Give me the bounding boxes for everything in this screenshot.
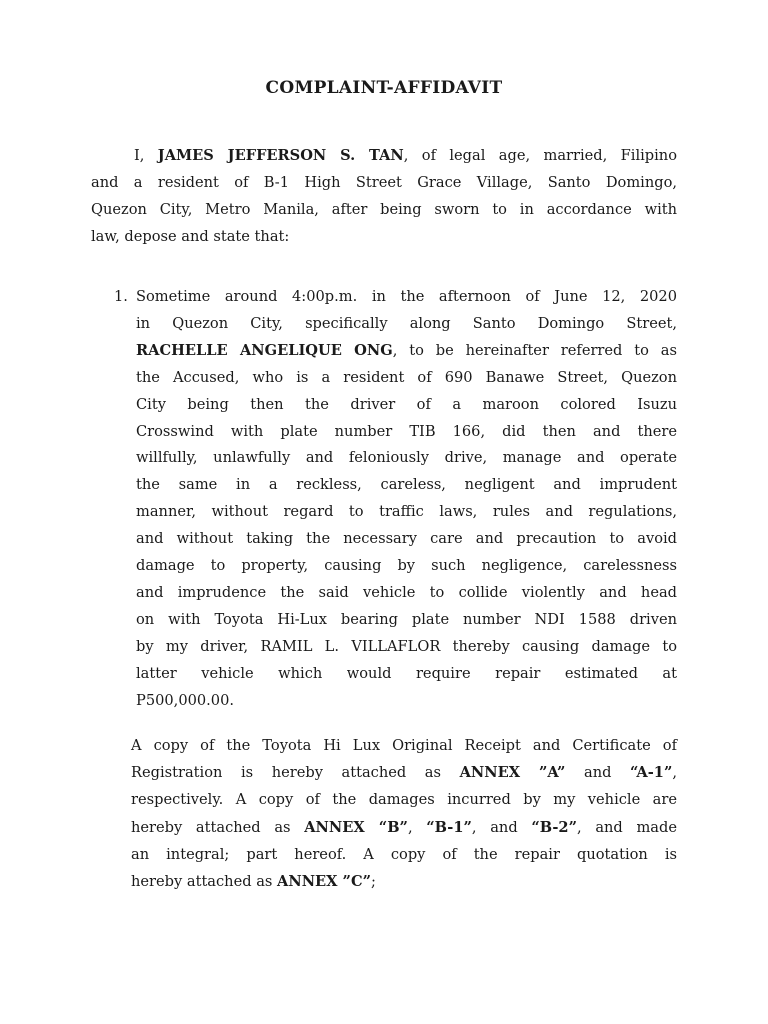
item-text: , to be hereinafter referred to as bbox=[392, 341, 677, 359]
intro-text: I, bbox=[134, 147, 158, 164]
item-line: manner, without regard to traffic laws, rules and regulations, bbox=[136, 503, 677, 521]
item-line: and without taking the necessary care and precaution to avoid bbox=[136, 530, 677, 548]
annex-c-label: ANNEX ”C” bbox=[277, 873, 371, 891]
item-line: P500,000.00. bbox=[136, 691, 235, 709]
annex-line-4 bbox=[131, 814, 677, 841]
annex-b2-label: “B-2” bbox=[531, 818, 577, 836]
intro-line-1 bbox=[91, 142, 677, 169]
item-line: by my driver, RAMIL L. VILLAFLOR thereby causing damage to bbox=[136, 637, 677, 655]
item-line: in Quezon City, specifically along Santo Domingo Street, bbox=[136, 314, 677, 332]
annex-text: hereby attached as bbox=[131, 818, 305, 836]
annex-paragraph bbox=[131, 732, 677, 895]
intro-text: , of legal age, married, Filipino bbox=[403, 147, 677, 164]
annex-line-3: respectively. A copy of the damages incurred by my vehicle are bbox=[131, 791, 677, 809]
annex-b-label: ANNEX “B” bbox=[304, 818, 408, 836]
item-line bbox=[136, 338, 677, 365]
affiant-name: JAMES JEFFERSON S. TAN bbox=[157, 147, 404, 164]
annex-text: and bbox=[565, 764, 631, 782]
item-line: City being then the driver of a maroon colored Isuzu bbox=[136, 395, 677, 413]
intro-paragraph bbox=[91, 142, 677, 250]
item-number-1: 1. bbox=[114, 288, 128, 305]
annex-text: ; bbox=[370, 873, 376, 891]
accused-name: RACHELLE ANGELIQUE ONG bbox=[136, 341, 393, 359]
item-line: Sometime around 4:00p.m. in the afternoon of June 12, 2020 bbox=[136, 288, 677, 305]
annex-text: hereby attached as bbox=[131, 873, 278, 891]
annex-b1-label: “B-1” bbox=[426, 818, 472, 836]
item-line: willfully, unlawfully and feloniously drive, manage and operate bbox=[136, 449, 677, 467]
annex-line-6 bbox=[131, 868, 677, 895]
item-line: latter vehicle which would require repair estimated at bbox=[136, 664, 677, 682]
annex-text: , and made bbox=[576, 818, 677, 836]
item-line: on with Toyota Hi-Lux bearing plate number NDI 1588 driven bbox=[136, 610, 677, 628]
item-line: and imprudence the said vehicle to collide violently and head bbox=[136, 583, 677, 601]
annex-text: , and bbox=[471, 818, 532, 836]
annex-text: Registration is hereby attached as bbox=[131, 764, 460, 782]
item-line: the same in a reckless, careless, negligent and imprudent bbox=[136, 476, 677, 494]
annex-text: , bbox=[672, 764, 677, 782]
annex-a-label: ANNEX ”A” bbox=[459, 764, 566, 782]
intro-line-3: Quezon City, Metro Manila, after being sworn to in accordance with bbox=[91, 201, 677, 218]
item-line: Crosswind with plate number TIB 166, did then and there bbox=[136, 422, 677, 440]
document-title: COMPLAINT-AFFIDAVIT bbox=[265, 78, 503, 98]
annex-a1-label: “A-1” bbox=[630, 764, 673, 782]
annex-line-5: an integral; part hereof. A copy of the repair quotation is bbox=[131, 845, 677, 863]
item-1-paragraph bbox=[136, 284, 677, 715]
item-line: damage to property, causing by such negligence, carelessness bbox=[136, 557, 677, 575]
intro-line-4: law, depose and state that: bbox=[91, 228, 290, 245]
annex-line-2 bbox=[131, 759, 677, 786]
annex-text: , bbox=[407, 818, 427, 836]
annex-line-1: A copy of the Toyota Hi Lux Original Receipt and Certificate of bbox=[131, 737, 677, 754]
item-line: the Accused, who is a resident of 690 Banawe Street, Quezon bbox=[136, 368, 677, 386]
intro-line-2: and a resident of B-1 High Street Grace Village, Santo Domingo, bbox=[91, 174, 677, 191]
